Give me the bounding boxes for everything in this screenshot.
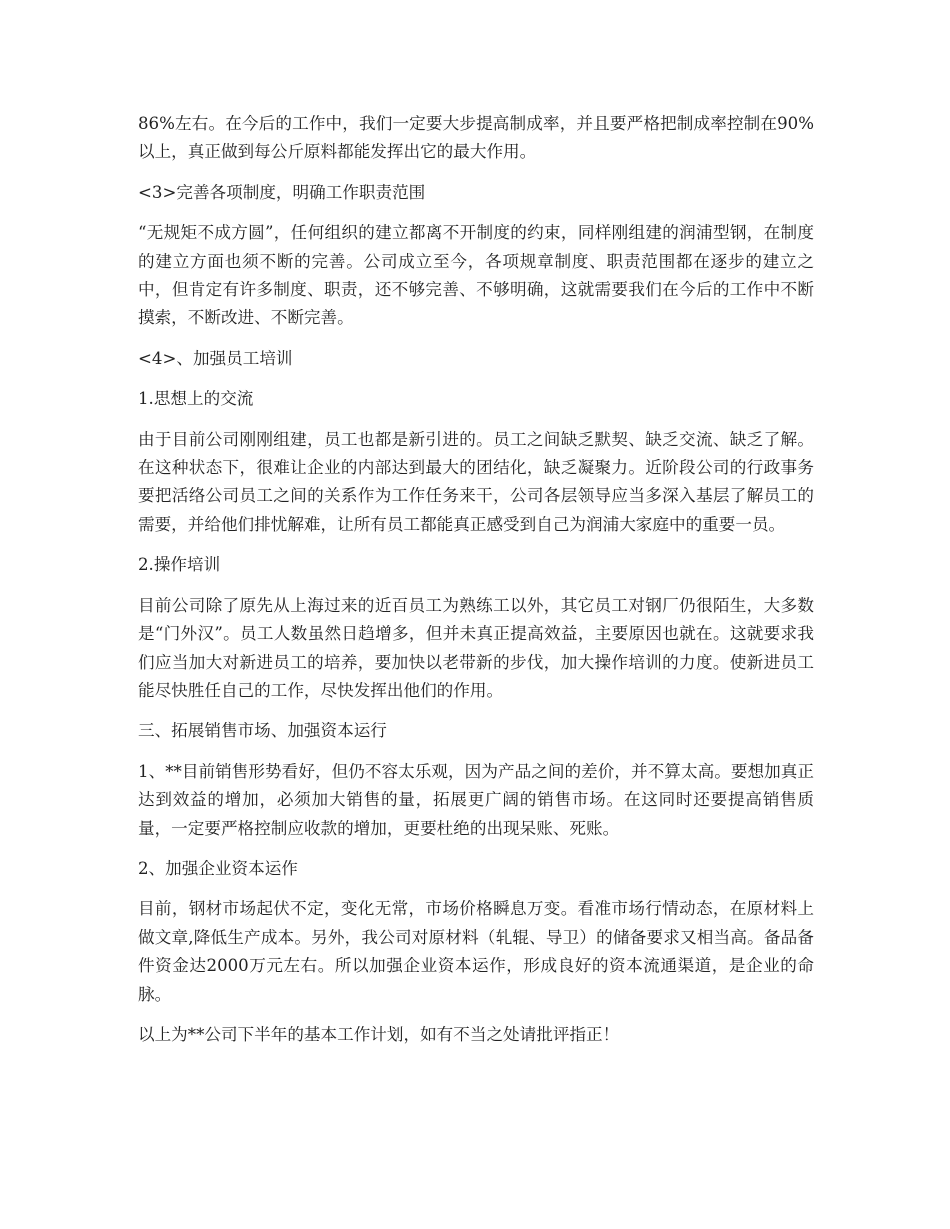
paragraph-communication: 由于目前公司刚刚组建，员工也都是新引进的。员工之间缺乏默契、缺乏交流、缺乏了解。在这种状态下，很难让企业的内部达到最大的团结化，缺乏凝聚力。近阶段公司的行政事务要把活络公司员工之间的关系作为工作任务来干，公司各层领导应当多深入基层了解员工的需要，并给他们排忧解难，让所有员工都能真正感受到自己为润浦大家庭中的重要一员。 (138, 429, 814, 534)
paragraph-operation-training: 目前公司除了原先从上海过来的近百员工为熟练工以外，其它员工对钢厂仍很陌生，大多数是“门外汉”。员工人数虽然日趋增多，但并未真正提高效益，主要原因也就在。这就要求我们应当加大对新进员工的培养，要加快以老带新的步伐，加大操作培训的力度。使新进员工能尽快胜任自己的工作，尽快发挥出他们的作用。 (138, 595, 814, 700)
paragraph-production-rate: 86%左右。在今后的工作中，我们一定要大步提高制成率，并且要严格把制成率控制在90%以上，真正做到每公斤原料都能发挥出它的最大作用。 (138, 114, 814, 162)
heading-improve-systems: <3>完善各项制度，明确工作职责范围 (138, 182, 426, 202)
paragraph-sales-market: 1、**目前销售形势看好，但仍不容太乐观，因为产品之间的差价，并不算太高。要想加真正达到效益的增加，必须加大销售的量，拓展更广阔的销售市场。在这同时还要提高销售质量，一定要严格控制应收款的增加，更要杜绝的出现呆账、死账。 (138, 761, 814, 838)
paragraph-rules-and-systems: “无规矩不成方圆”，任何组织的建立都离不开制度的约束，同样刚组建的润浦型钢，在制度的建立方面也须不断的完善。公司成立至今，各项规章制度、职责范围都在逐步的建立之中，但肯定有许多制度、职责，还不够完善、不够明确，这就需要我们在今后的工作中不断摸索，不断改进、不断完善。 (138, 223, 814, 328)
document-page (138, 110, 814, 1061)
heading-sales-and-capital: 三、拓展销售市场、加强资本运行 (138, 721, 387, 741)
paragraph-capital-operation: 目前，钢材市场起伏不定，变化无常，市场价格瞬息万变。看准市场行情动态，在原材料上做文章,降低生产成本。另外，我公司对原材料（轧辊、导卫）的储备要求又相当高。备品备件资金达2000万元左右。所以加强企业资本运作，形成良好的资本流通渠道，是企业的命脉。 (138, 899, 814, 1004)
heading-capital-operation: 2、加强企业资本运作 (138, 858, 298, 878)
heading-operation-training: 2.操作培训 (138, 555, 221, 575)
heading-staff-training: <4>、加强员工培训 (138, 348, 293, 368)
heading-communication: 1.思想上的交流 (138, 389, 254, 409)
paragraph-closing: 以上为**公司下半年的基本工作计划，如有不当之处请批评指正！ (138, 1024, 620, 1044)
